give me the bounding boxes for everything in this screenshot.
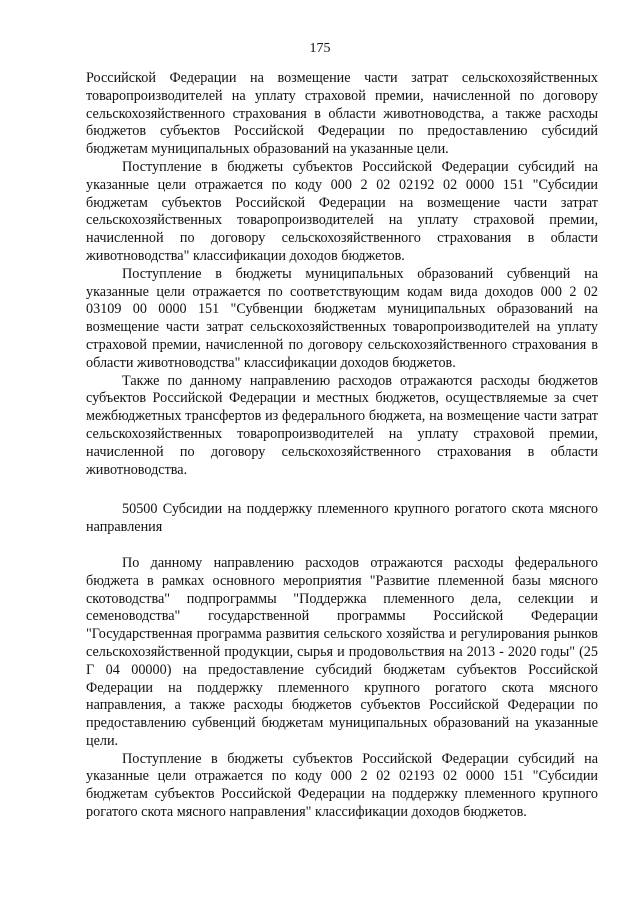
document-body	[86, 70, 598, 822]
spacer	[86, 537, 598, 555]
paragraph: Поступление в бюджеты субъектов Российской Федерации субсидий на указанные цели отражается по коду 000 2 02 02193 02 0000 151 "Субсидии бюджетам субъектов Российской Федерации на поддержку племенного крупного рогатого скота мясного направления" классификации доходов бюджетов.	[86, 750, 598, 821]
section-heading: 50500 Субсидии на поддержку племенного крупного рогатого скота мясного направления	[86, 501, 598, 536]
paragraph: Поступление в бюджеты субъектов Российской Федерации субсидий на указанные цели отражается по коду 000 2 02 02192 02 0000 151 "Субсидии бюджетам субъектов Российской Федерации на возмещение части затрат сельскохозяйственных товаропроизводителей на уплату страховой премии, начисленной по договору сельскохозяйственного страхования в области животноводства" классификации доходов бюджетов.	[86, 158, 598, 264]
paragraph: Поступление в бюджеты муниципальных образований субвенций на указанные цели отражается по соответствующим кодам вида доходов 000 2 02 03109 00 0000 151 "Субвенции бюджетам муниципальных образований на возмещение части затрат сельскохозяйственных товаропроизводителей на уплату страховой премии, начисленной по договору сельскохозяйственного страхования в области животноводства" классификации доходов бюджетов.	[86, 265, 598, 371]
page-number: 175	[309, 41, 331, 56]
paragraph-continued: Российской Федерации на возмещение части затрат сельскохозяйственных товаропроизводителей на уплату страховой премии, начисленной по договору сельскохозяйственного страхования в области животноводства, а также расходы бюджетов субъектов Российской Федерации по предоставлению субсидий бюджетам муниципальных образований на указанные цели.	[86, 70, 598, 158]
paragraph: Также по данному направлению расходов отражаются расходы бюджетов субъектов Российской Федерации и местных бюджетов, осуществляемые за счет межбюджетных трансфертов из федерального бюджета, на возмещение части затрат сельскохозяйственных товаропроизводителей на уплату страховой премии, начисленной по договору сельскохозяйственного страхования в области животноводства.	[86, 372, 598, 478]
paragraph: По данному направлению расходов отражаются расходы федерального бюджета в рамках основного мероприятия "Развитие племенной базы мясного скотоводства" подпрограммы "Поддержка племенного дела, селекции и семеноводства" государственной программы Российской Федерации "Государственная программа развития сельского хозяйства и регулирования рынков сельскохозяйственной продукции, сырья и продовольствия на 2013 - 2020 годы" (25 Г 04 00000) на предоставление субсидий бюджетам субъектов Российской Федерации на поддержку племенного крупного рогатого скота мясного направления, а также расходы бюджетов субъектов Российской Федерации по предоставлению субвенций бюджетам муниципальных образований на указанные цели.	[86, 554, 598, 749]
